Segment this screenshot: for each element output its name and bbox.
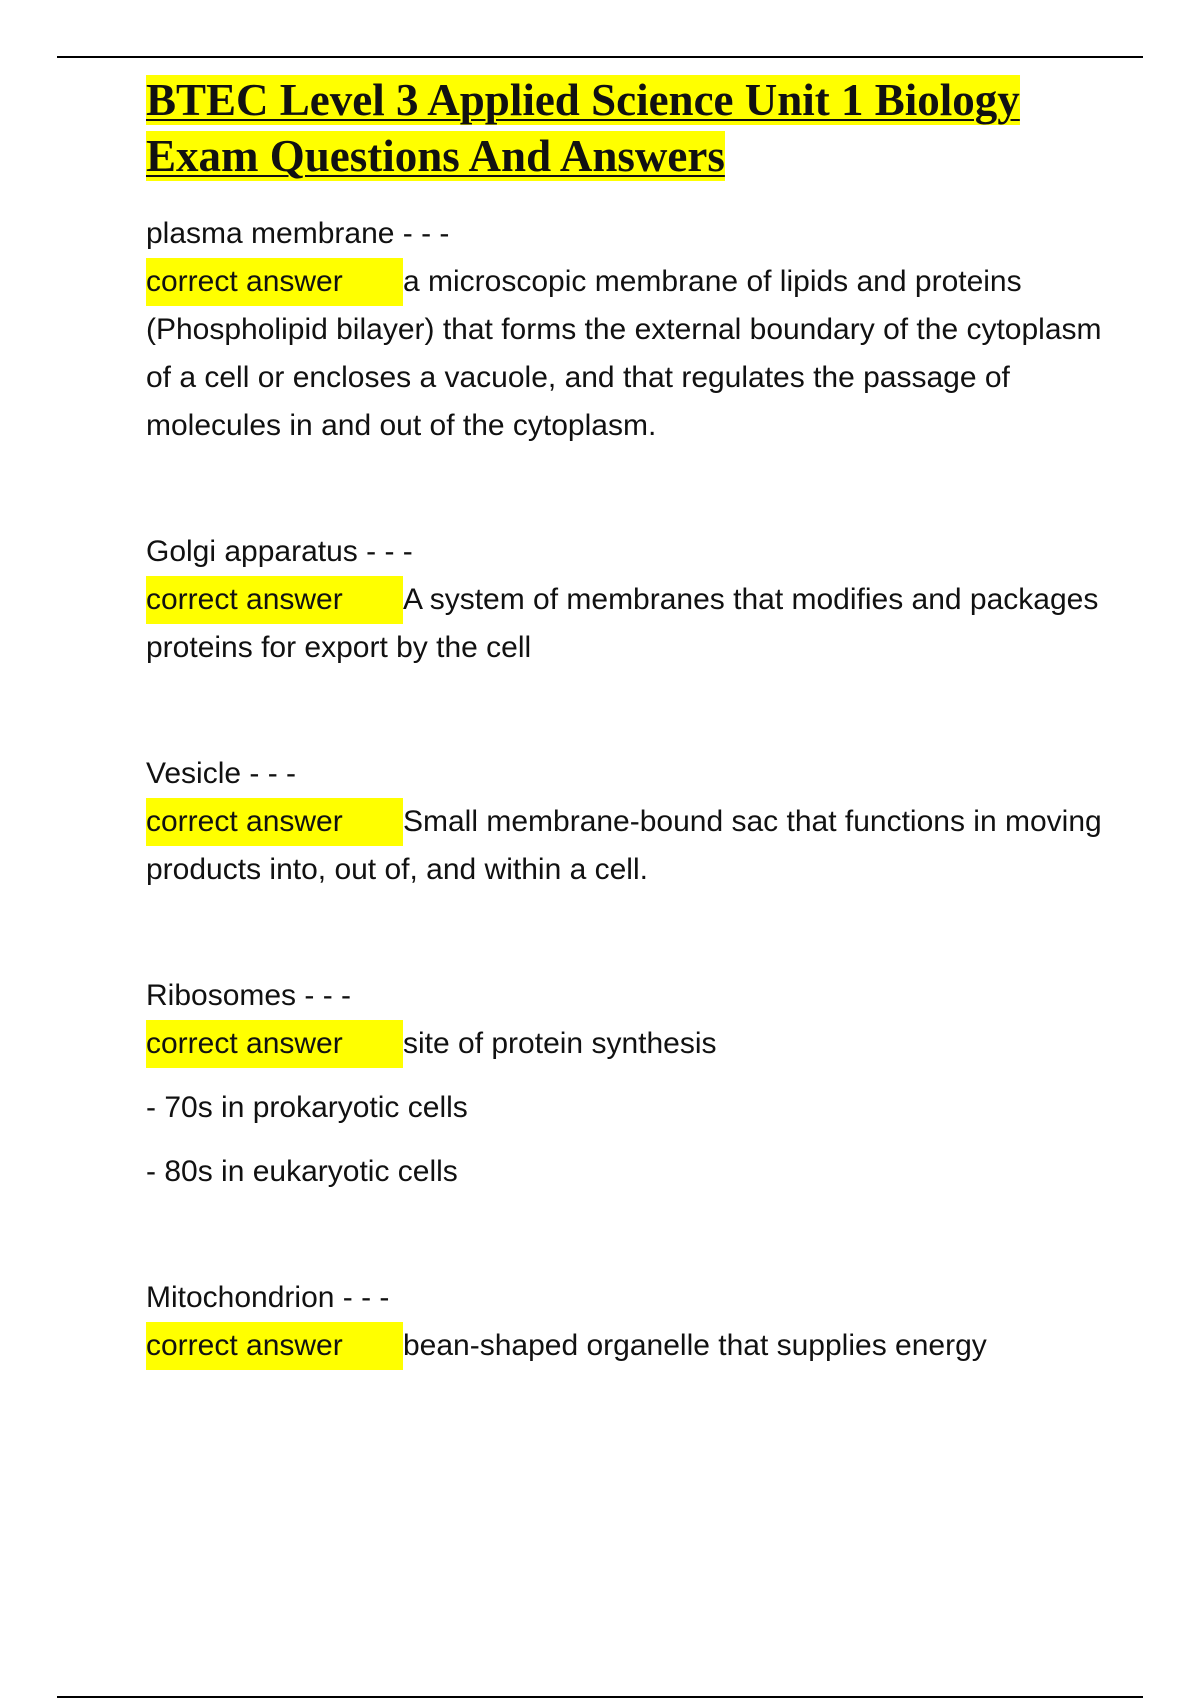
qa-list xyxy=(146,210,1106,1370)
correct-answer-label: correct answer xyxy=(146,1322,403,1370)
answer-text: A system of membranes that modifies and packages proteins for export by the cell xyxy=(146,583,1099,664)
correct-answer-label: correct answer xyxy=(146,576,403,624)
answer-text: a microscopic membrane of lipids and proteins (Phospholipid bilayer) that forms the external boundary of the cytoplasm of a cell or encloses a vacuole, and that regulates the passage of molecules in and out of the cytoplasm. xyxy=(146,265,1102,442)
answer-line xyxy=(146,798,1106,894)
qa-entry-ribosomes xyxy=(146,972,1106,1196)
correct-answer-label: correct answer xyxy=(146,258,403,306)
answer-line xyxy=(146,1322,1106,1370)
correct-answer-label: correct answer xyxy=(146,798,403,846)
qa-entry-mitochondrion xyxy=(146,1274,1106,1370)
answer-detail-prokaryotic: - 70s in prokaryotic cells xyxy=(146,1091,468,1124)
question-term: plasma membrane - - - xyxy=(146,217,450,250)
document-title xyxy=(146,72,1106,184)
answer-line xyxy=(146,1020,1106,1068)
qa-entry-golgi-apparatus xyxy=(146,528,1106,672)
answer-text: Small membrane-bound sac that functions in moving products into, out of, and within a cell. xyxy=(146,805,1102,886)
question-term: Mitochondrion - - - xyxy=(146,1281,390,1314)
answer-line xyxy=(146,576,1106,672)
qa-entry-plasma-membrane xyxy=(146,210,1106,450)
title-line-2: Exam Questions And Answers xyxy=(146,131,725,181)
answer-detail-eukaryotic: - 80s in eukaryotic cells xyxy=(146,1155,458,1188)
answer-line xyxy=(146,258,1106,450)
top-rule xyxy=(57,56,1143,58)
bottom-rule xyxy=(57,1696,1143,1698)
correct-answer-label: correct answer xyxy=(146,1020,403,1068)
question-term: Ribosomes - - - xyxy=(146,979,352,1012)
answer-text: bean-shaped organelle that supplies energy xyxy=(403,1329,987,1362)
document-body xyxy=(146,72,1106,1370)
question-term: Vesicle - - - xyxy=(146,757,297,790)
answer-text: site of protein synthesis xyxy=(403,1027,717,1060)
title-line-1: BTEC Level 3 Applied Science Unit 1 Biology xyxy=(146,75,1020,125)
qa-entry-vesicle xyxy=(146,750,1106,894)
question-term: Golgi apparatus - - - xyxy=(146,535,413,568)
